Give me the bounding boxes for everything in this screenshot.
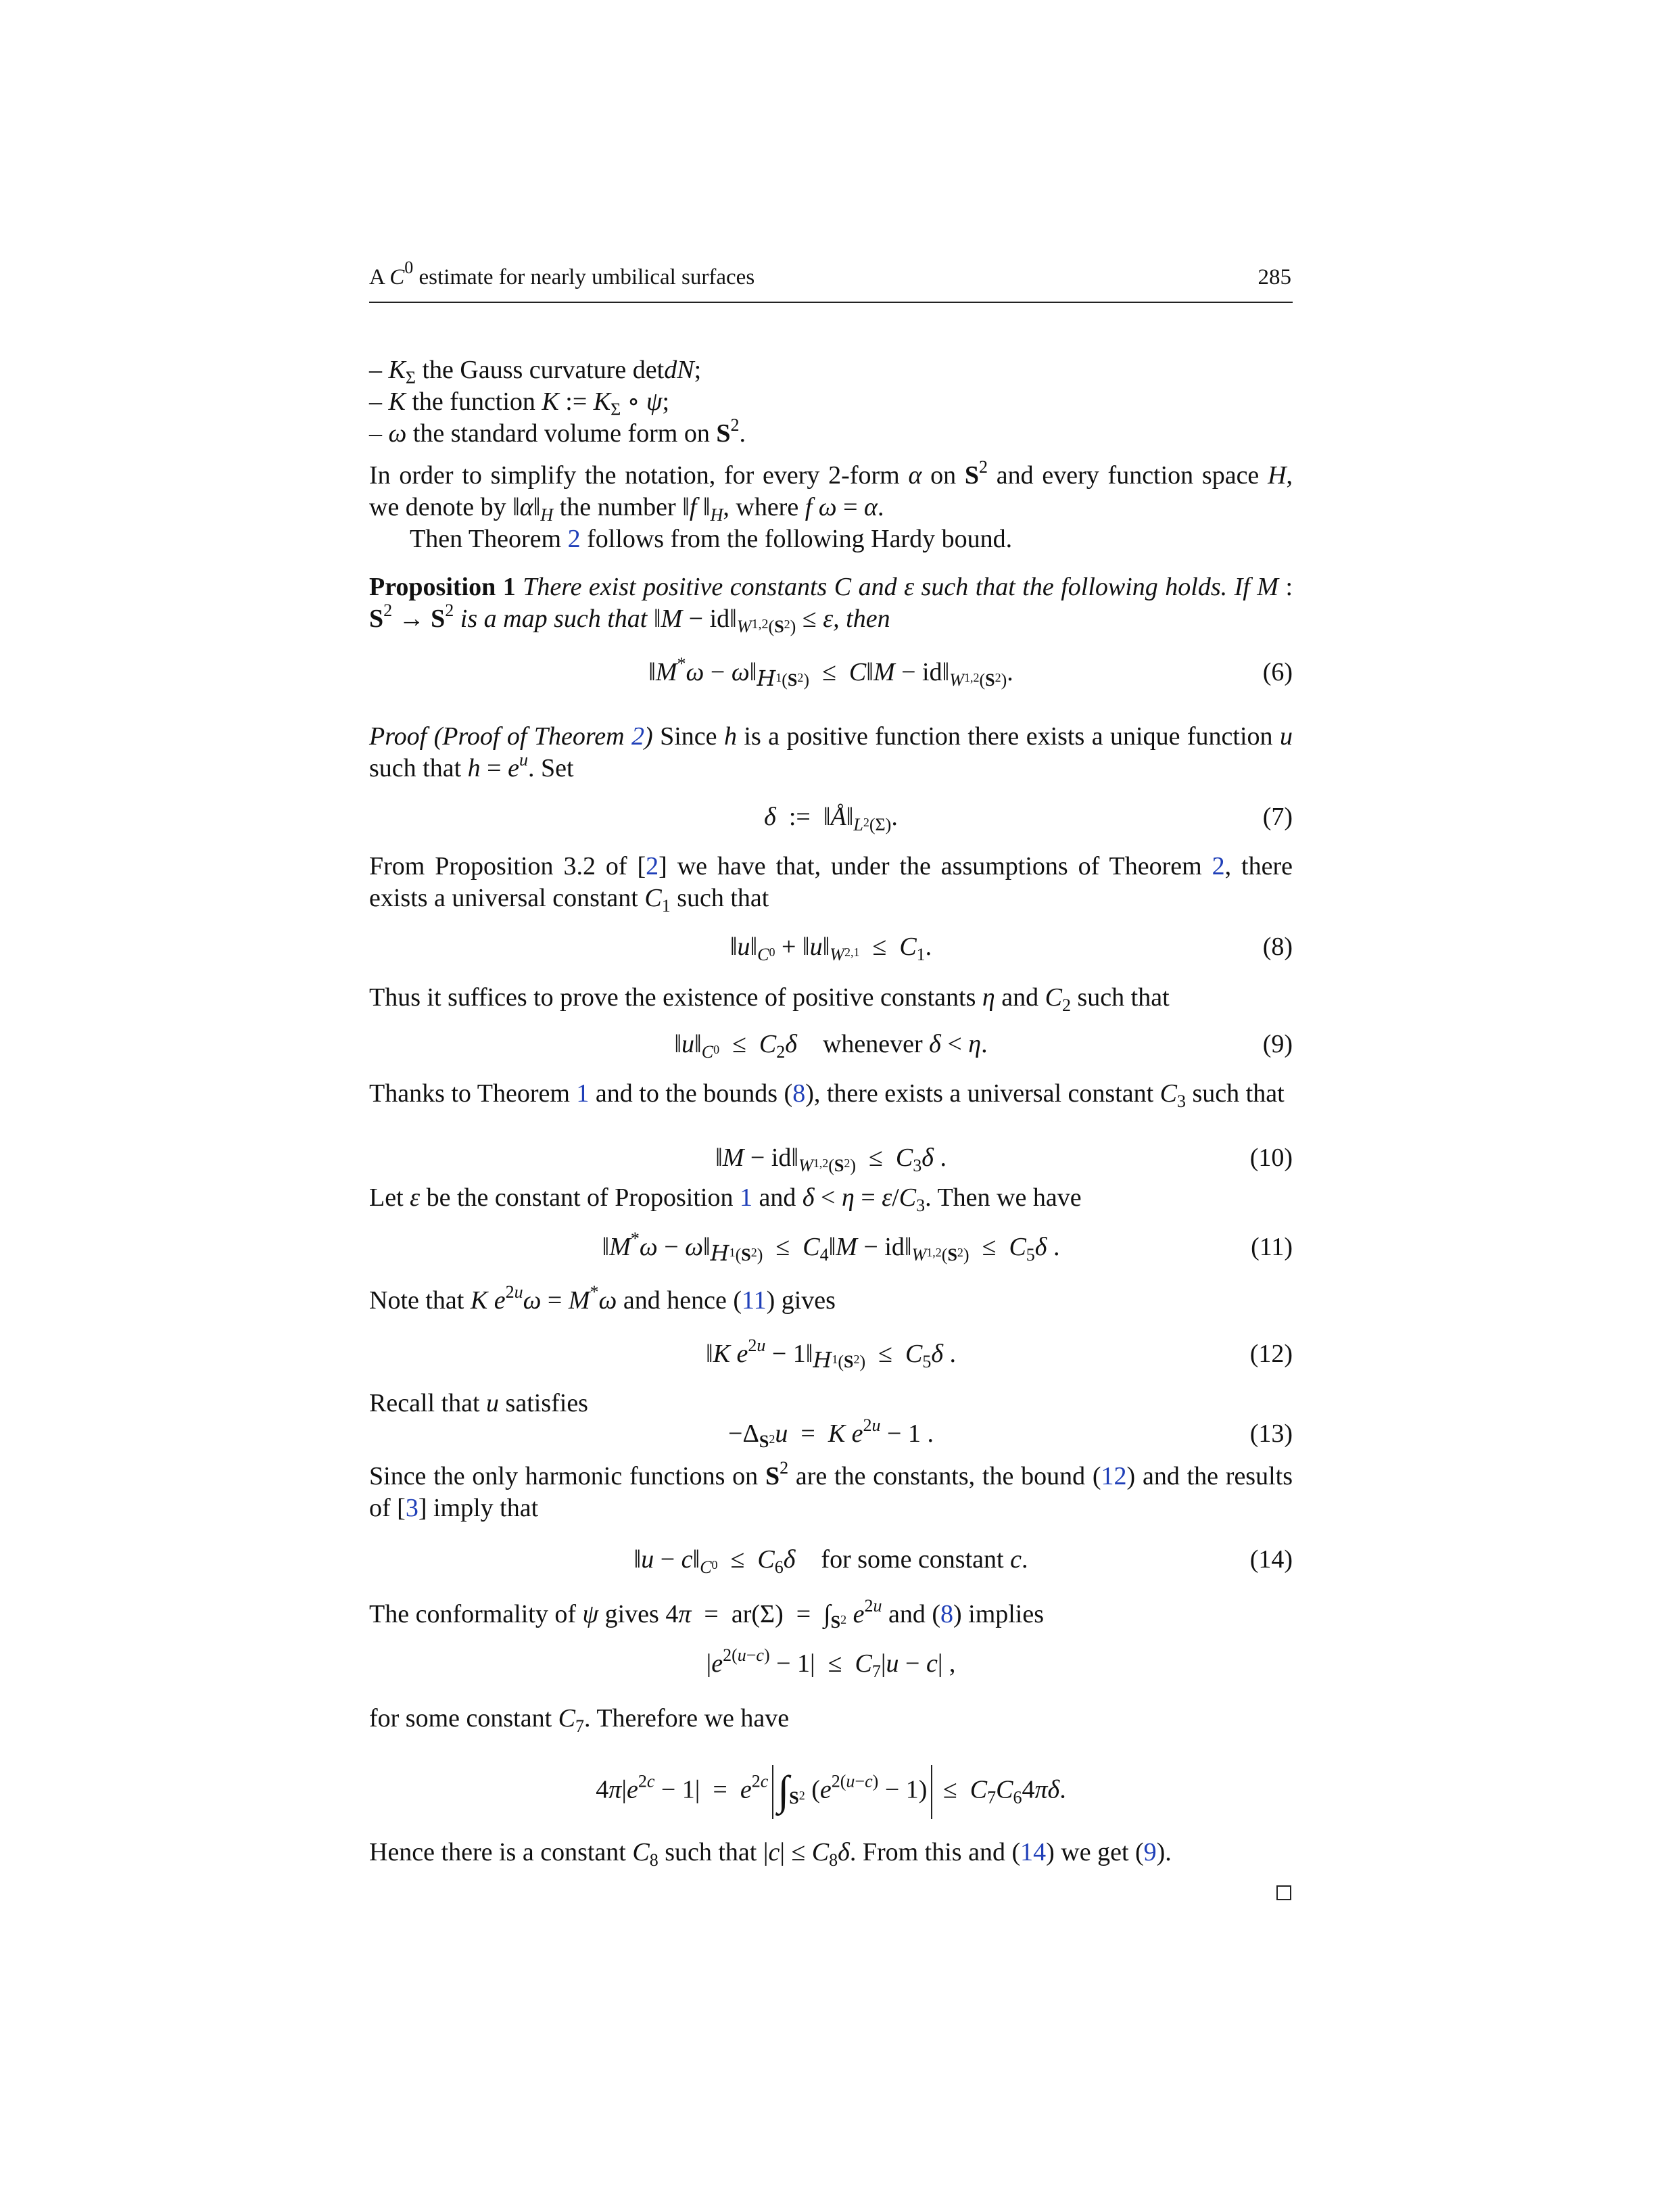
paragraph-thanks: Thanks to Theorem 1 and to the bounds (8), there exists a universal constant $C_3$ such that xyxy=(369,1079,1285,1111)
definition-item: – K the function K := $K_\Sigma$ ∘ ψ; xyxy=(369,387,670,419)
running-title: A $C^0$ estimate for nearly umbilical surfaces xyxy=(369,258,755,289)
equation-9: $‖u‖_{C^0} \le C_2\delta$ whenever δ < η. (9) xyxy=(674,1030,1293,1062)
paragraph-thus: Thus it suffices to prove the existence of positive constants η and $C_2$ such that xyxy=(369,983,1170,1015)
paragraph-notation: In order to simplify the notation, for every 2-form α on $S^2$ and every function space H, we denote by $‖\alpha‖_H$ the number ‖f $‖_H$, where f ω = α. xyxy=(369,457,1293,525)
qed-square-icon xyxy=(1276,1885,1291,1900)
paragraph-note-that: Note that K $e^{2u}\omega = M^*\omega$ and hence (11) gives xyxy=(369,1282,836,1315)
paragraph-for-some: for some constant $C_7$. Therefore we have xyxy=(369,1704,790,1736)
paragraph-since-only: Since the only harmonic functions on $S^2$ are the constants, the bound (12) and the results of [3] imply that xyxy=(369,1458,1293,1522)
equation-13: $-\Delta_{S^2}u = K$ $e^{2u} - 1$ . (13) xyxy=(728,1415,1293,1451)
equation-8: $‖u‖_{C^0}$ + $‖u‖_{W^{2,1}} \le C_1$. (8) xyxy=(729,933,1293,964)
definition-item: – $K_\Sigma$ the Gauss curvature detdN; xyxy=(369,356,702,387)
equation-7: δ := $‖Å‖_{L^2(\Sigma)}$. (7) xyxy=(764,803,1293,834)
equation-conformality-bound: $|e^{2(u-c)} - 1| \le C_7|u - c|$ , xyxy=(706,1645,956,1681)
equation-14: ‖u − $c‖_{C^0} \le C_6\delta$ for some constant c. (14) xyxy=(633,1545,1293,1577)
running-header xyxy=(369,258,1293,303)
paragraph-from-prop: From Proposition 3.2 of [2] we have that, under the assumptions of Theorem 2, there exists a universal constant $C_1$ such that xyxy=(369,852,1293,916)
page-number: 285 xyxy=(1258,265,1291,289)
equation-integral: $4\pi|e^{2c} - 1| = e^{2c}$ $\int_{S^2}$ $(e^{2(u-c)} - 1) \le C_7C_64\pi\delta$. xyxy=(369,1758,1293,1826)
paragraph-hence: Hence there is a constant $C_8$ such that $|c| \le C_8\delta$. From this and (14) we get (9). xyxy=(369,1838,1172,1870)
theorem-link[interactable]: 2 xyxy=(567,525,581,553)
equation-12: ‖K $e^{2u}$ − $1‖_{H^1(S^2)} \le C_5\delta$ . (12) xyxy=(705,1336,1293,1373)
equation-11: ‖M*ω − $\omega‖_{H^1(S^2)}$ ≤ $C_4‖M$ − $id‖_{W^{1,2}(S^2)} \le C_5\delta$ . (11) xyxy=(602,1229,1293,1266)
definition-item: – ω the standard volume form on $S^2$. xyxy=(369,415,746,448)
proposition-1: Proposition 1 There exist positive constants C and ε such that the following holds. If M : $S^2 \to S^2$ is a map such that ‖M − $id‖_{W^{1,2}(S^2)} \le \varepsilon$, then xyxy=(369,573,1293,636)
paragraph-conformality: The conformality of ψ gives $4\pi = ar(\Sigma) = \int_{S^2}$ $e^{2u}$ and (8) implies xyxy=(369,1596,1045,1632)
proof-paragraph: Proof (Proof of Theorem 2) Since h is a positive function there exists a unique function u such that $h = e^u$. Set xyxy=(369,722,1293,782)
paragraph-let-eps: Let ε be the constant of Proposition 1 and $\delta < \eta = \varepsilon/C_3$. Then we have xyxy=(369,1183,1082,1215)
equation-10: ‖M − $id‖_{W^{1,2}(S^2)} \le C_3\delta$ . (10) xyxy=(715,1144,1293,1175)
definition-list xyxy=(369,354,1293,450)
paragraph-recall: Recall that u satisfies xyxy=(369,1389,588,1417)
proof-label: Proof (Proof of Theorem 2) xyxy=(369,722,653,751)
proposition-label: Proposition 1 xyxy=(369,573,516,601)
paragraph-then: Then Theorem 2 follows from the following Hardy bound. xyxy=(410,525,1013,553)
equation-6: ‖M*ω − $\omega‖_{H^1(S^2)}$ ≤ C‖M − $id‖_{W^{1,2}(S^2)}$. (6) xyxy=(648,654,1293,691)
